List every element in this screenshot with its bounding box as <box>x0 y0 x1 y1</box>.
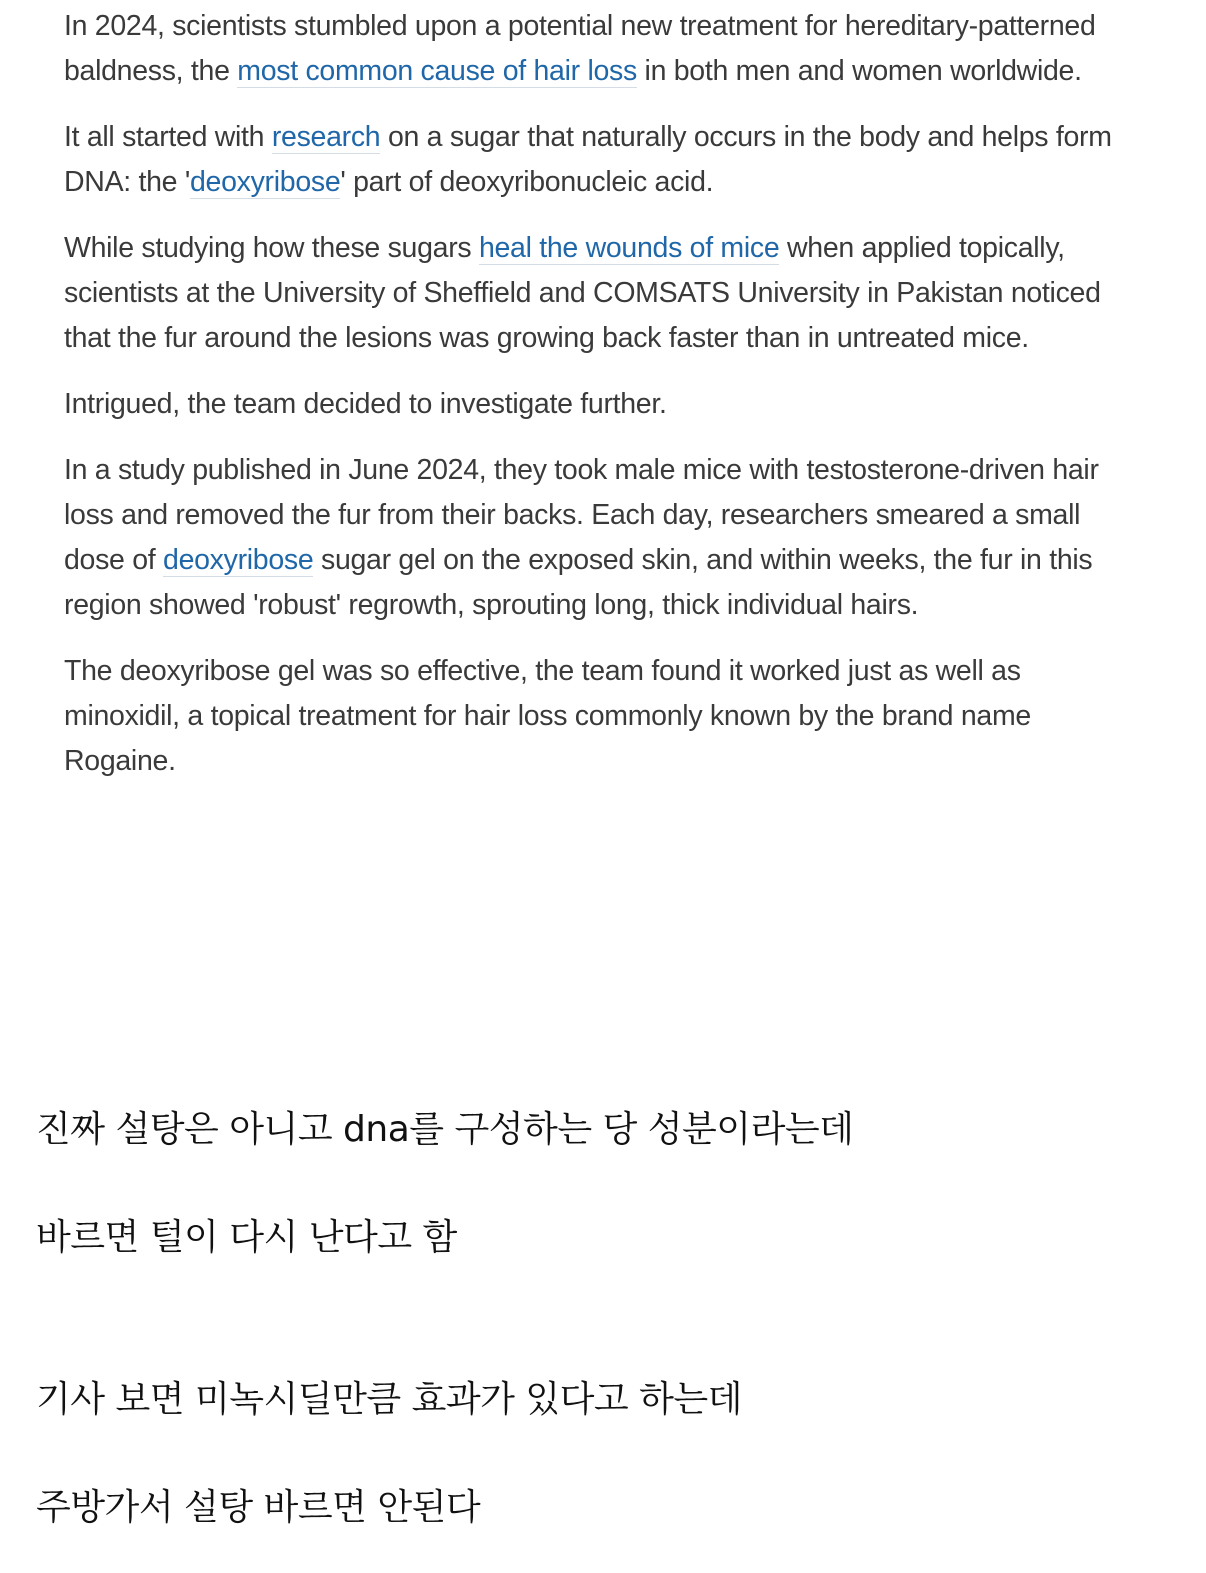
article-paragraph-1: In 2024, scientists stumbled upon a potential new treatment for hereditary-patterned baldness, the most common cause of hair loss in both men and women worldwide. <box>64 10 1096 87</box>
article-paragraph-5: In a study published in June 2024, they took male mice with testosterone-driven hair loss and removed the fur from their backs. Each day, researchers smeared a small dose of deoxyribose sugar gel on the exposed skin, and within weeks, the fur in this region showed 'robust' regrowth, sprouting long, thick individual hairs. <box>64 454 1099 621</box>
link-research[interactable]: research <box>271 121 381 153</box>
comment-line-4: 주방가서 설탕 바르면 안된다 <box>36 1487 481 1528</box>
link-deoxyribose-1[interactable]: deoxyribose <box>190 166 341 198</box>
link-most-common-cause[interactable]: most common cause of hair loss <box>237 55 637 87</box>
comment-line-2: 바르면 털이 다시 난다고 함 <box>36 1217 457 1258</box>
comment-line-3: 기사 보면 미녹시딜만큼 효과가 있다고 하는데 <box>36 1379 742 1420</box>
link-heal-wounds-of-mice[interactable]: heal the wounds of mice <box>478 232 780 264</box>
comment-line-1: 진짜 설탕은 아니고 dna를 구성하는 당 성분이라는데 <box>36 1109 854 1150</box>
article-paragraph-3: While studying how these sugars heal the wounds of mice when applied topically, scientists at the University of Sheffield and COMSATS University in Pakistan noticed that the fur around the lesions was growing back faster than in untreated mice. <box>64 232 1101 354</box>
link-deoxyribose-2[interactable]: deoxyribose <box>163 544 314 576</box>
article-excerpt <box>64 4 1144 805</box>
article-paragraph-2: It all started with research on a sugar that naturally occurs in the body and helps form DNA: the 'deoxyribose' part of deoxyribonucleic acid. <box>64 121 1112 198</box>
article-paragraph-4: Intrigued, the team decided to investigate further. <box>64 388 667 420</box>
article-paragraph-6: The deoxyribose gel was so effective, the team found it worked just as well as minoxidil, a topical treatment for hair loss commonly known by the brand name Rogaine. <box>64 655 1031 777</box>
